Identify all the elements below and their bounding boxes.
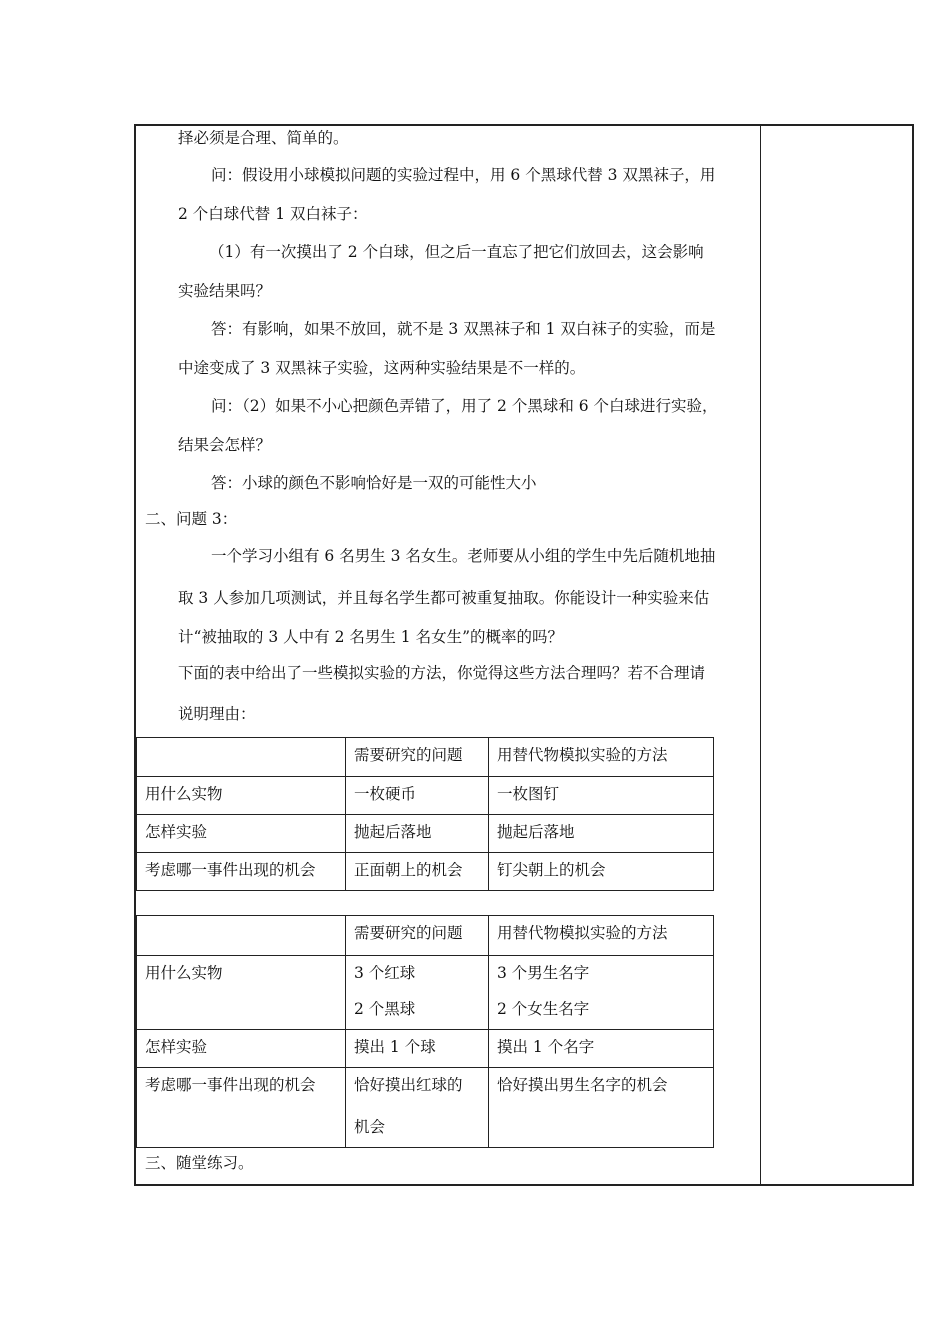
text-line: 中途变成了 3 双黑袜子实验，这两种实验结果是不一样的。: [178, 359, 586, 377]
cell-line: 3 个男生名字: [497, 964, 590, 982]
table-row: [137, 815, 714, 853]
table-row: [137, 1030, 714, 1068]
text-line: 结果会怎样？: [178, 436, 272, 454]
text-line: 实验结果吗？: [178, 282, 272, 300]
table-cell: 用替代物模拟实验的方法: [489, 738, 714, 777]
text-line: 计“被抽取的 3 人中有 2 名男生 1 名女生”的概率的吗？: [178, 628, 563, 646]
table-cell: 需要研究的问题: [346, 916, 489, 956]
table-row: [137, 853, 714, 891]
simulation-table-names: [136, 915, 714, 1148]
text-line: 问：假设用小球模拟问题的实验过程中，用 6 个黑球代替 3 双黑袜子，用: [211, 166, 716, 184]
cell-line: 2 个黑球: [354, 1000, 416, 1018]
table-cell: 需要研究的问题: [346, 738, 489, 777]
table-cell: 用替代物模拟实验的方法: [489, 916, 714, 956]
table-header-row: [137, 738, 714, 777]
table-cell: 抛起后落地: [346, 815, 489, 853]
table-row: [137, 1068, 714, 1148]
text-line: 答：有影响，如果不放回，就不是 3 双黑袜子和 1 双白袜子的实验，而是: [211, 320, 716, 338]
table-cell: 一枚图钉: [489, 777, 714, 815]
table-cell: 考虑哪一事件出现的机会: [137, 853, 346, 891]
text-line: 下面的表中给出了一些模拟实验的方法，你觉得这些方法合理吗？若不合理请: [178, 664, 706, 682]
table-cell: 恰好摸出男生名字的机会: [489, 1068, 714, 1148]
table-cell: [137, 916, 346, 956]
table-cell: 怎样实验: [137, 1030, 346, 1068]
text-line: 一个学习小组有 6 名男生 3 名女生。老师要从小组的学生中先后随机地抽: [211, 547, 716, 565]
notes-column-divider: [760, 124, 761, 1186]
section-heading: 三、随堂练习。: [145, 1154, 254, 1172]
text-line: 择必须是合理、简单的。: [178, 129, 349, 147]
table-cell: [489, 956, 714, 1030]
cell-line: 2 个女生名字: [497, 1000, 590, 1018]
table-cell: 用什么实物: [137, 956, 346, 1030]
text-line: 2 个白球代替 1 双白袜子：: [178, 205, 368, 223]
table-row: [137, 777, 714, 815]
section-heading: 二、问题 3：: [145, 510, 238, 528]
text-line: 取 3 人参加几项测试，并且每名学生都可被重复抽取。你能设计一种实验来估: [178, 589, 710, 607]
text-line: （1）有一次摸出了 2 个白球，但之后一直忘了把它们放回去，这会影响: [209, 243, 704, 261]
text-line: 问：（2）如果不小心把颜色弄错了，用了 2 个黑球和 6 个白球进行实验，: [211, 397, 718, 415]
text-line: 说明理由：: [178, 705, 256, 723]
table-cell: [346, 956, 489, 1030]
table-cell: 正面朝上的机会: [346, 853, 489, 891]
table-row: [137, 956, 714, 1030]
table-cell: 考虑哪一事件出现的机会: [137, 1068, 346, 1148]
cell-line: 恰好摸出红球的: [354, 1076, 463, 1094]
table-cell: 用什么实物: [137, 777, 346, 815]
cell-line: 3 个红球: [354, 964, 416, 982]
table-cell: 一枚硬币: [346, 777, 489, 815]
table-cell: 怎样实验: [137, 815, 346, 853]
table-cell: 钉尖朝上的机会: [489, 853, 714, 891]
table-cell: 摸出 1 个球: [346, 1030, 489, 1068]
table-cell: [137, 738, 346, 777]
table-cell: 摸出 1 个名字: [489, 1030, 714, 1068]
simulation-table-coin: [136, 737, 714, 891]
table-header-row: [137, 916, 714, 956]
text-line: 答：小球的颜色不影响恰好是一双的可能性大小: [211, 474, 537, 492]
table-cell: [346, 1068, 489, 1148]
table-cell: 抛起后落地: [489, 815, 714, 853]
cell-line: 机会: [354, 1118, 386, 1136]
